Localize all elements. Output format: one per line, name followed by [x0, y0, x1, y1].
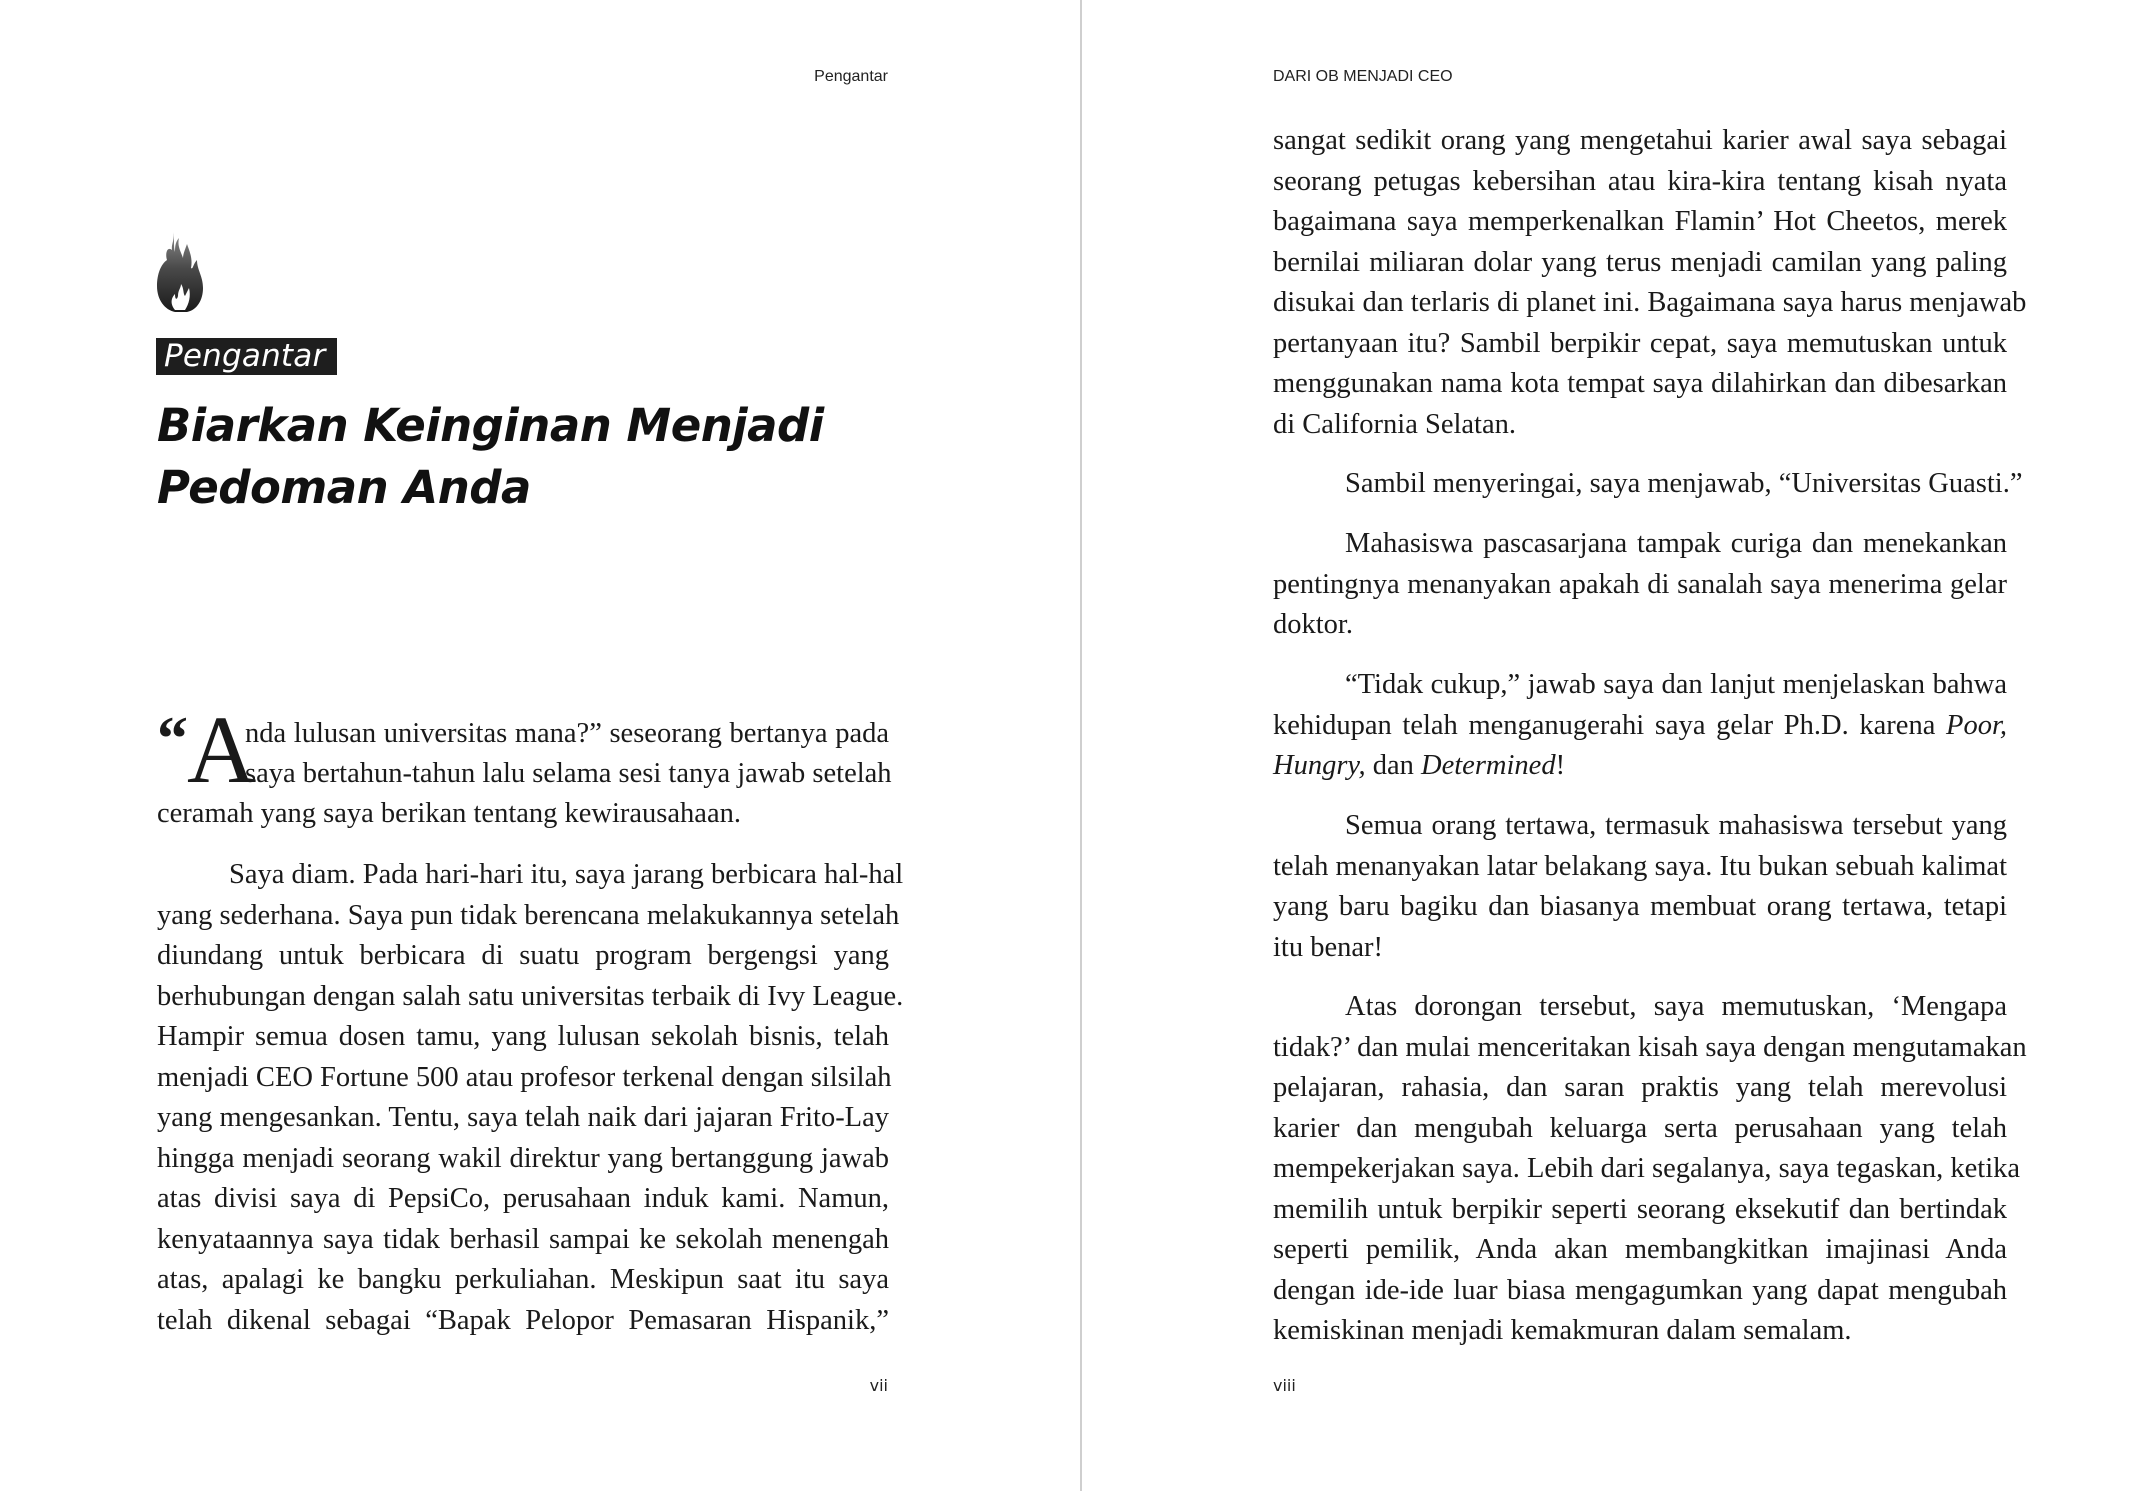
text-line: mempekerjakan saya. Lebih dari segalanya, saya tegaskan, ketika — [1273, 1153, 2021, 1184]
text-line: yang mengesankan. Tentu, saya telah naik dari jajaran Frito-Lay — [157, 1102, 889, 1133]
page-number-left: vii — [869, 1376, 888, 1395]
text-line: “Tidak cukup,” jawab saya dan lanjut menjelaskan bahwa — [1345, 669, 2007, 700]
text-line: kemiskinan menjadi kemakmuran dalam semalam. — [1273, 1315, 1852, 1346]
text-line: telah menanyakan latar belakang saya. Itu bukan sebuah kalimat — [1273, 850, 2007, 882]
text-line: Saya diam. Pada hari-hari itu, saya jarang berbicara hal-hal — [229, 859, 904, 890]
text-line: diundang untuk berbicara di suatu program bergengsi yang — [157, 940, 889, 971]
text-line: ceramah yang saya berikan tentang kewirausahaan. — [157, 798, 741, 829]
chapter-label: Pengantar — [156, 338, 337, 375]
text-line: tidak?’ dan mulai menceritakan kisah saya dengan mengutamakan — [1273, 1031, 2027, 1063]
text-line: telah dikenal sebagai “Bapak Pelopor Pemasaran Hispanik,” — [157, 1304, 889, 1336]
page-number-right: viii — [1273, 1376, 1296, 1395]
text-span: ! — [1555, 750, 1566, 781]
emphasis-hungry: Hungry, — [1273, 750, 1366, 781]
flame-icon — [153, 230, 207, 314]
text-line: seperti pemilik, Anda akan membangkitkan imajinasi Anda — [1273, 1234, 2007, 1265]
running-head-left: Pengantar — [814, 68, 888, 85]
drop-cap-quote: “ — [157, 705, 188, 773]
emphasis-poor: Poor, — [1946, 709, 2007, 741]
running-head-right: DARI OB MENJADI CEO — [1273, 68, 1453, 85]
text-line: di California Selatan. — [1273, 408, 1516, 440]
text-span: dan — [1365, 750, 1422, 781]
chapter-title — [157, 395, 824, 519]
chapter-title-line: Biarkan Keinginan Menjadi — [157, 399, 824, 452]
text-line: seorang petugas kebersihan atau kira-kira tentang kisah nyata — [1273, 165, 2007, 197]
text-line: bagaimana saya memperkenalkan Flamin’ Hot Cheetos, merek — [1273, 206, 2007, 237]
drop-cap-letter: A — [187, 696, 257, 803]
text-line: berhubungan dengan salah satu universitas terbaik di Ivy League. — [157, 980, 904, 1012]
text-line: Mahasiswa pascasarjana tampak curiga dan menekankan — [1345, 528, 2007, 559]
text-line: kenyataannya saya tidak berhasil sampai ke sekolah menengah — [157, 1223, 889, 1255]
text-line: hingga menjadi seorang wakil direktur yang bertanggung jawab — [157, 1142, 889, 1174]
text-line: disukai dan terlaris di planet ini. Bagaimana saya harus menjawab — [1273, 287, 2027, 318]
text-line: Semua orang tertawa, termasuk mahasiswa tersebut yang — [1345, 810, 2007, 841]
text-line: sangat sedikit orang yang mengetahui karier awal saya sebagai — [1273, 125, 2007, 156]
text-line: nda lulusan universitas mana?” seseorang bertanya pada — [245, 718, 889, 749]
text-line: saya bertahun-tahun lalu selama sesi tanya jawab setelah — [245, 758, 892, 789]
text-line: yang sederhana. Saya pun tidak berencana melakukannya setelah — [157, 899, 900, 931]
chapter-title-line: Pedoman Anda — [157, 461, 531, 514]
text-line: atas, apalagi ke bangku perkuliahan. Meskipun saat itu saya — [157, 1264, 889, 1295]
text-line: menggunakan nama kota tempat saya dilahirkan dan dibesarkan — [1273, 368, 2007, 399]
text-line: dengan ide-ide luar biasa mengagumkan yang dapat mengubah — [1273, 1274, 2007, 1306]
text-line: bernilai miliaran dolar yang terus menjadi camilan yang paling — [1273, 246, 2007, 278]
text-line: itu benar! — [1273, 931, 1383, 963]
right-page — [1082, 0, 2152, 1491]
text-line: atas divisi saya di PepsiCo, perusahaan induk kami. Namun, — [157, 1183, 889, 1214]
text-line: doktor. — [1273, 609, 1353, 640]
text-line — [1273, 746, 2007, 786]
text-line: yang baru bagiku dan biasanya membuat orang tertawa, tetapi — [1273, 891, 2007, 922]
text-line: Atas dorongan tersebut, saya memutuskan, ‘Mengapa — [1345, 991, 2007, 1022]
text-span: kehidupan telah menganugerahi saya gelar Ph.D. karena — [1273, 709, 1947, 741]
text-line — [1273, 706, 2007, 746]
text-line: pertanyaan itu? Sambil berpikir cepat, saya memutuskan untuk — [1273, 327, 2007, 359]
text-line: Hampir semua dosen tamu, yang lulusan sekolah bisnis, telah — [157, 1021, 889, 1052]
text-line: karier dan mengubah keluarga serta perusahaan yang telah — [1273, 1112, 2007, 1144]
text-line: menjadi CEO Fortune 500 atau profesor terkenal dengan silsilah — [157, 1061, 892, 1093]
text-line: pelajaran, rahasia, dan saran praktis yang telah merevolusi — [1273, 1072, 2007, 1103]
emphasis-determined: Determined — [1421, 750, 1556, 781]
text-line: memilih untuk berpikir seperti seorang eksekutif dan bertindak — [1273, 1193, 2007, 1225]
text-line: Sambil menyeringai, saya menjawab, “Universitas Guasti.” — [1345, 468, 2023, 499]
text-line: pentingnya menanyakan apakah di sanalah saya menerima gelar — [1273, 568, 2007, 600]
